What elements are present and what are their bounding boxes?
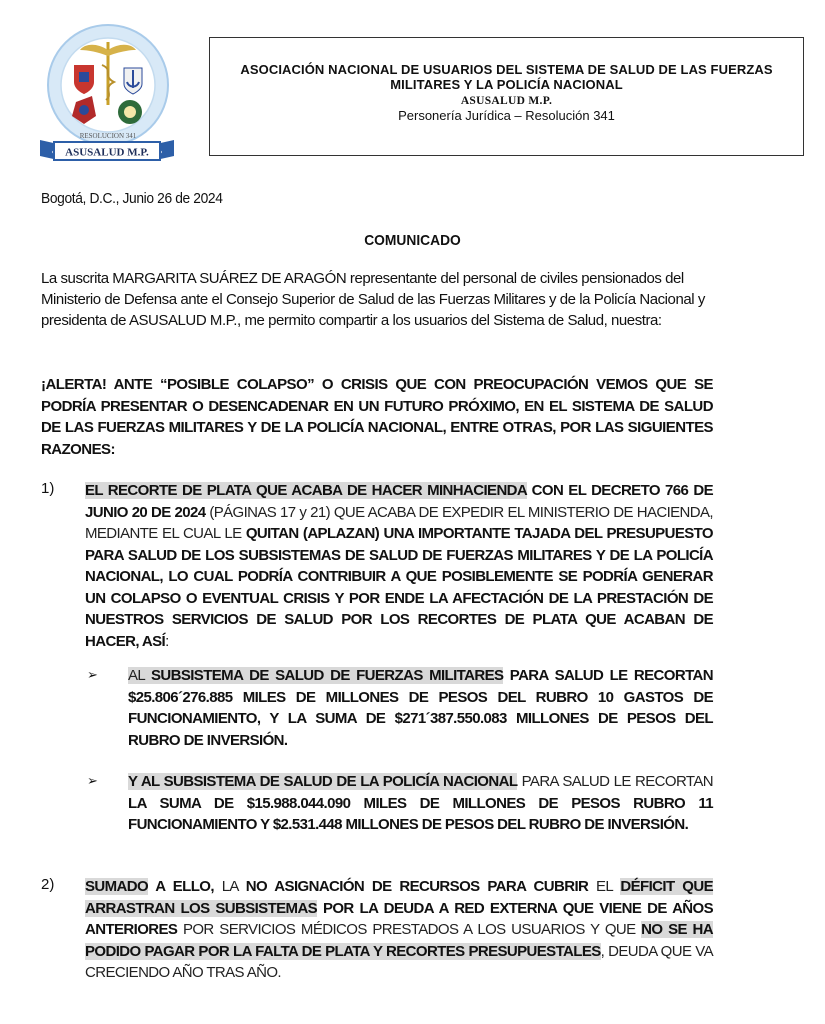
list-item-2 [85,876,713,984]
bullet-item-policia-nacional [128,771,713,836]
item2-highlight-no-pagar: NO SE HA PODIDO PAGAR POR LA FALTA DE PLATA Y RECORTES PRESUPUESTALES [85,921,713,960]
logo-resolution-text: RESOLUCION 341 [79,132,137,140]
document-title: COMUNICADO [364,232,461,249]
letterhead-title-line1: ASOCIACIÓN NACIONAL DE USUARIOS DEL SISTEMA DE SALUD DE LAS FUERZAS [240,62,773,77]
item1-quitan: QUITAN (APLAZAN) UNA IMPORTANTE TAJADA DEL PRESUPUESTO PARA SALUD DE LOS SUBSISTEMAS DE SALUD DE FUERZAS MILITARES Y DE LA POLICÍA NACIONAL, LO CUAL PODRÍA CONTRIBUIR A QUE POSIBLEMENTE SE PODRÍA GENERAR UN COLAPSO O EVENTUAL CRISIS Y POR ENDE LA AFECTACIÓN DE LA PRESTACIÓN DE NUESTROS SERVICIOS DE SALUD POR LOS RECORTES DE PLATA QUE ACABAN DE HACER, ASÍ [85,525,713,650]
bullet-arrow-icon: ➢ [87,773,98,788]
letterhead-title-line2: MILITARES Y LA POLICÍA NACIONAL [390,77,623,92]
bullet2-amounts: LA SUMA DE $15.988.044.090 MILES DE MILLONES DE PESOS RUBRO 11 FUNCIONAMIENTO Y $2.531.448 MILLONES DE PESOS DEL RUBRO DE INVERSIÓN. [128,794,713,833]
item2-deuda-creciendo: , DEUDA QUE VA CRECIENDO AÑO TRAS AÑO. [85,942,713,981]
item2-a-ello: A ELLO, [148,878,214,895]
letterhead-title [210,62,803,92]
bullet1-highlight-subsistema: SUBSISTEMA DE SALUD DE FUERZAS MILITARES [150,667,504,684]
item2-el: EL [588,878,621,895]
organization-logo [36,20,178,170]
bullet1-amounts: PARA SALUD LE RECORTAN $25.806´276.885 MILES DE MILLONES DE PESOS DEL RUBRO 10 GASTOS DE FUNCIONAMIENTO, Y LA SUMA DE $271´387.550.083 MILLONES DE PESOS DEL RUBRO DE INVERSIÓN. [128,667,713,749]
item2-la: LA [213,878,246,895]
letterhead-box [209,37,804,156]
bullet-arrow-icon: ➢ [87,667,98,682]
item-number-1: 1) [41,480,55,497]
bullet2-para-salud: PARA SALUD LE RECORTAN [517,773,713,790]
item1-decreto: CON EL DECRETO 766 DE JUNIO 20 DE 2024 [85,482,713,521]
item1-paginas: (PÁGINAS 17 y 21) QUE ACABA DE EXPEDIR EL MINISTERIO DE HACIENDA, MEDIANTE EL CUAL LE [85,503,713,542]
alert-paragraph: ¡ALERTA! ANTE “POSIBLE COLAPSO” O CRISIS QUE CON PREOCUPACIÓN VEMOS QUE SE PODRÍA PRESENTAR O DESENCADENAR EN UN FUTURO PRÓXIMO, EN EL SISTEMA DE SALUD DE LAS FUERZAS MILITARES Y DE LA POLICÍA NACIONAL, ENTRE OTRAS, POR LAS SIGUIENTES RAZONES: [41,376,713,458]
item2-deuda-red: POR LA DEUDA A RED EXTERNA QUE VIENE DE AÑOS ANTERIORES [85,899,714,938]
item2-servicios: POR SERVICIOS MÉDICOS PRESTADOS A LOS USUARIOS Y QUE [177,921,642,938]
bullet1-al: AL [128,667,151,684]
asusalud-seal-icon [36,20,178,170]
item1-highlight-recorte: EL RECORTE DE PLATA QUE ACABA DE HACER MINHACIENDA [85,482,527,499]
logo-banner-text: ASUSALUD M.P. [65,146,149,159]
item2-highlight-deficit: DÉFICIT QUE ARRASTRAN LOS SUBSISTEMAS [85,878,713,917]
item-number-2: 2) [41,876,55,893]
intro-paragraph: La suscrita MARGARITA SUÁREZ DE ARAGÓN representante del personal de civiles pensionados del Ministerio de Defensa ante el Consejo Superior de Salud de las Fuerzas Militares y de la Policía Nacional y presidenta de ASUSALUD M.P., me permito compartir a los usuarios del Sistema de Salud, nuestra: [41,270,705,329]
bullet-item-fuerzas-militares [128,665,713,751]
list-item-1 [85,480,713,652]
item2-highlight-sumado: SUMADO [85,878,149,895]
letterhead-subtitle: Personería Jurídica – Resolución 341 [398,108,615,123]
letterhead-acronym: ASUSALUD M.P. [460,95,553,107]
item2-no-asignacion: NO ASIGNACIÓN DE RECURSOS PARA CUBRIR [245,878,589,895]
bullet2-highlight-subsistema: Y AL SUBSISTEMA DE SALUD DE LA POLICÍA NACIONAL [128,773,518,790]
item1-colon: : [165,632,169,650]
document-date: Bogotá, D.C., Junio 26 de 2024 [41,190,223,207]
